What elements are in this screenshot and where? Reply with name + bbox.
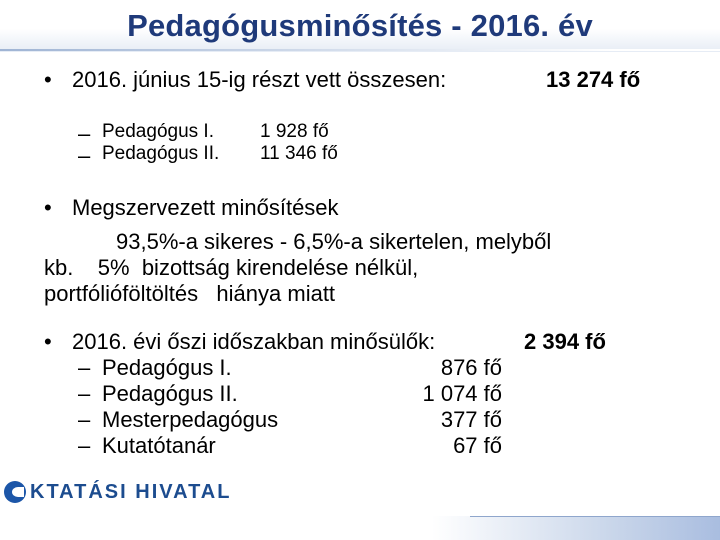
- section1-item-dash: –: [78, 143, 91, 168]
- section1-item-label: Pedagógus I.: [102, 121, 214, 142]
- section3-item-label: Pedagógus I.: [102, 355, 232, 380]
- slide-title: Pedagógusminősítés - 2016. év: [127, 8, 593, 43]
- section3-item-dash: –: [78, 407, 91, 432]
- section2-heading: Megszervezett minősítések: [72, 195, 339, 220]
- section1-item-dash: –: [78, 121, 91, 146]
- section3-item-label: Kutatótanár: [102, 433, 216, 458]
- bullet-2: •: [44, 195, 52, 220]
- logo-text: KTATÁSI HIVATAL: [30, 481, 232, 503]
- footer-bar: [0, 516, 720, 540]
- section3-text: 2016. évi őszi időszakban minősülők:: [72, 329, 436, 354]
- bullet-1: •: [44, 67, 52, 92]
- section2-line3: portfólióföltöltés hiánya miatt: [44, 281, 336, 306]
- section3-item-value: 876 fő: [440, 355, 502, 380]
- section3-total: 2 394 fő: [524, 329, 606, 354]
- section2-line1: 93,5%-a sikeres - 6,5%-a sikertelen, melyből: [116, 229, 552, 254]
- bullet-3: •: [44, 329, 52, 354]
- section3-item-dash: –: [78, 433, 91, 458]
- section3-item-value: 67 fő: [453, 433, 502, 458]
- section1-item-label: Pedagógus II.: [102, 143, 220, 164]
- section1-item-value: 11 346 fő: [260, 143, 338, 164]
- section1-text: 2016. június 15-ig részt vett összesen:: [72, 67, 447, 92]
- footer-logo: [0, 476, 260, 508]
- section3-item-value: 1 074 fő: [422, 381, 502, 406]
- section3-item-label: Mesterpedagógus: [102, 407, 279, 432]
- section3-item-label: Pedagógus II.: [102, 381, 238, 406]
- oktatasi-hivatal-logo-icon: [4, 481, 26, 503]
- section3-item-dash: –: [78, 381, 91, 406]
- section3-item-value: 377 fő: [440, 407, 502, 432]
- section1-item-value: 1 928 fő: [260, 121, 329, 142]
- section3-item-dash: –: [78, 355, 91, 380]
- section2-line2: kb. 5% bizottság kirendelése nélkül,: [44, 255, 419, 280]
- section1-total: 13 274 fő: [546, 67, 641, 92]
